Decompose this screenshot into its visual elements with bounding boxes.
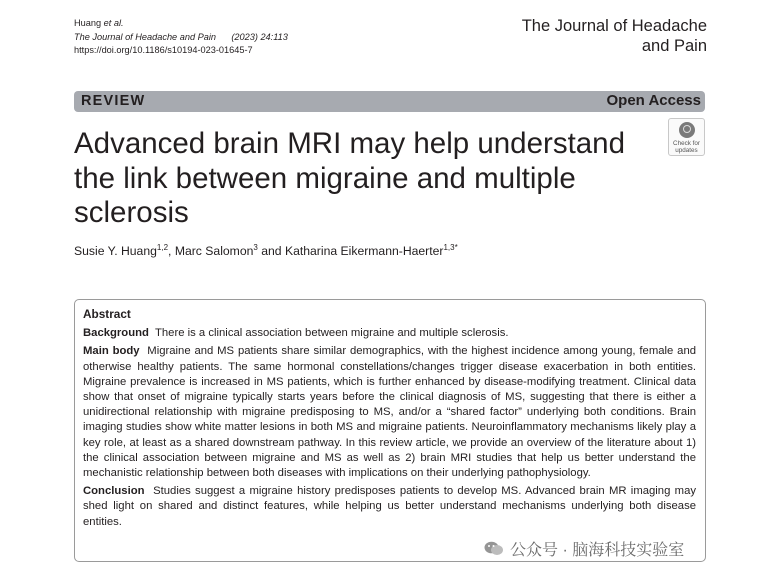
section-header-bar xyxy=(74,91,705,112)
watermark-text: 公众号 · 脑海科技实验室 xyxy=(510,542,685,559)
abstract-heading: Abstract xyxy=(83,307,131,321)
abstract-main-body: Main body Migraine and MS patients share similar demographics, with the highest incidence among young, female and otherwise healthy patients. The same hormonal constellations/changes trigger disease exacerbation in both entities. Migraine prevalence is increased in MS patients, which is further enhanced by disease-modifying treatment. Clinical data show that onset of migraine typically starts years before the clinical diagnosis of MS, suggesting that there is either a unidirectional relationship with migraine predisposing to MS, and/or a “shared factor” underlying both conditions. Brain imaging studies show white matter lesions in both MS and migraine patients. Neuroinflammatory mechanisms likely play a key role, at least as a shared downstream pathway. In this review article, we provide an overview of the literature about 1) the clinical association between migraine and MS as well as 2) brain MRI studies that help us better understand the mechanistic relationship between both diseases with implications on their underlying pathophysiology. xyxy=(83,345,697,480)
article-title: Advanced brain MRI may help understand the link between migraine and multiple sclerosis xyxy=(74,127,625,229)
article-type-label: REVIEW xyxy=(81,93,146,109)
citation-authors: Huang et al. xyxy=(74,18,124,28)
author-name: Susie Y. Huang xyxy=(74,244,157,258)
author-affiliation: 1,3* xyxy=(443,243,458,252)
open-access-label: Open Access xyxy=(606,92,701,109)
author-name: Katharina Eikermann-Haerter xyxy=(284,244,444,258)
wechat-icon xyxy=(484,541,504,556)
citation-doi-link[interactable]: https://doi.org/10.1186/s10194-023-01645-7 xyxy=(74,45,253,55)
check-updates-label: Check for updates xyxy=(673,140,700,154)
wechat-watermark xyxy=(484,537,684,560)
citation-block xyxy=(74,17,288,58)
abstract-conclusion: Conclusion Studies suggest a migraine history predisposes patients to develop MS. Advanced brain MR imaging may shed light on shared and distinct features, while helping us better understand mechanisms underlying both disease entities. xyxy=(83,485,696,528)
journal-name: The Journal of Headache and Pain xyxy=(521,17,707,55)
abstract-box xyxy=(74,299,706,562)
author-affiliation: 3 xyxy=(253,243,258,252)
citation-journal-ref: The Journal of Headache and Pain (2023) 24:113 xyxy=(74,31,288,42)
abstract-background: Background There is a clinical association between migraine and multiple sclerosis. xyxy=(83,327,509,340)
author-affiliation: 1,2 xyxy=(156,243,169,252)
author-name: Marc Salomon xyxy=(174,244,254,258)
author-list: Susie Y. Huang$^{1,2}$, Marc Salomon$^3$ and Katharina Eikermann-Haerter$^{1,3*}$ xyxy=(74,243,458,258)
check-updates-icon xyxy=(679,122,695,138)
check-for-updates-button[interactable] xyxy=(668,118,705,156)
